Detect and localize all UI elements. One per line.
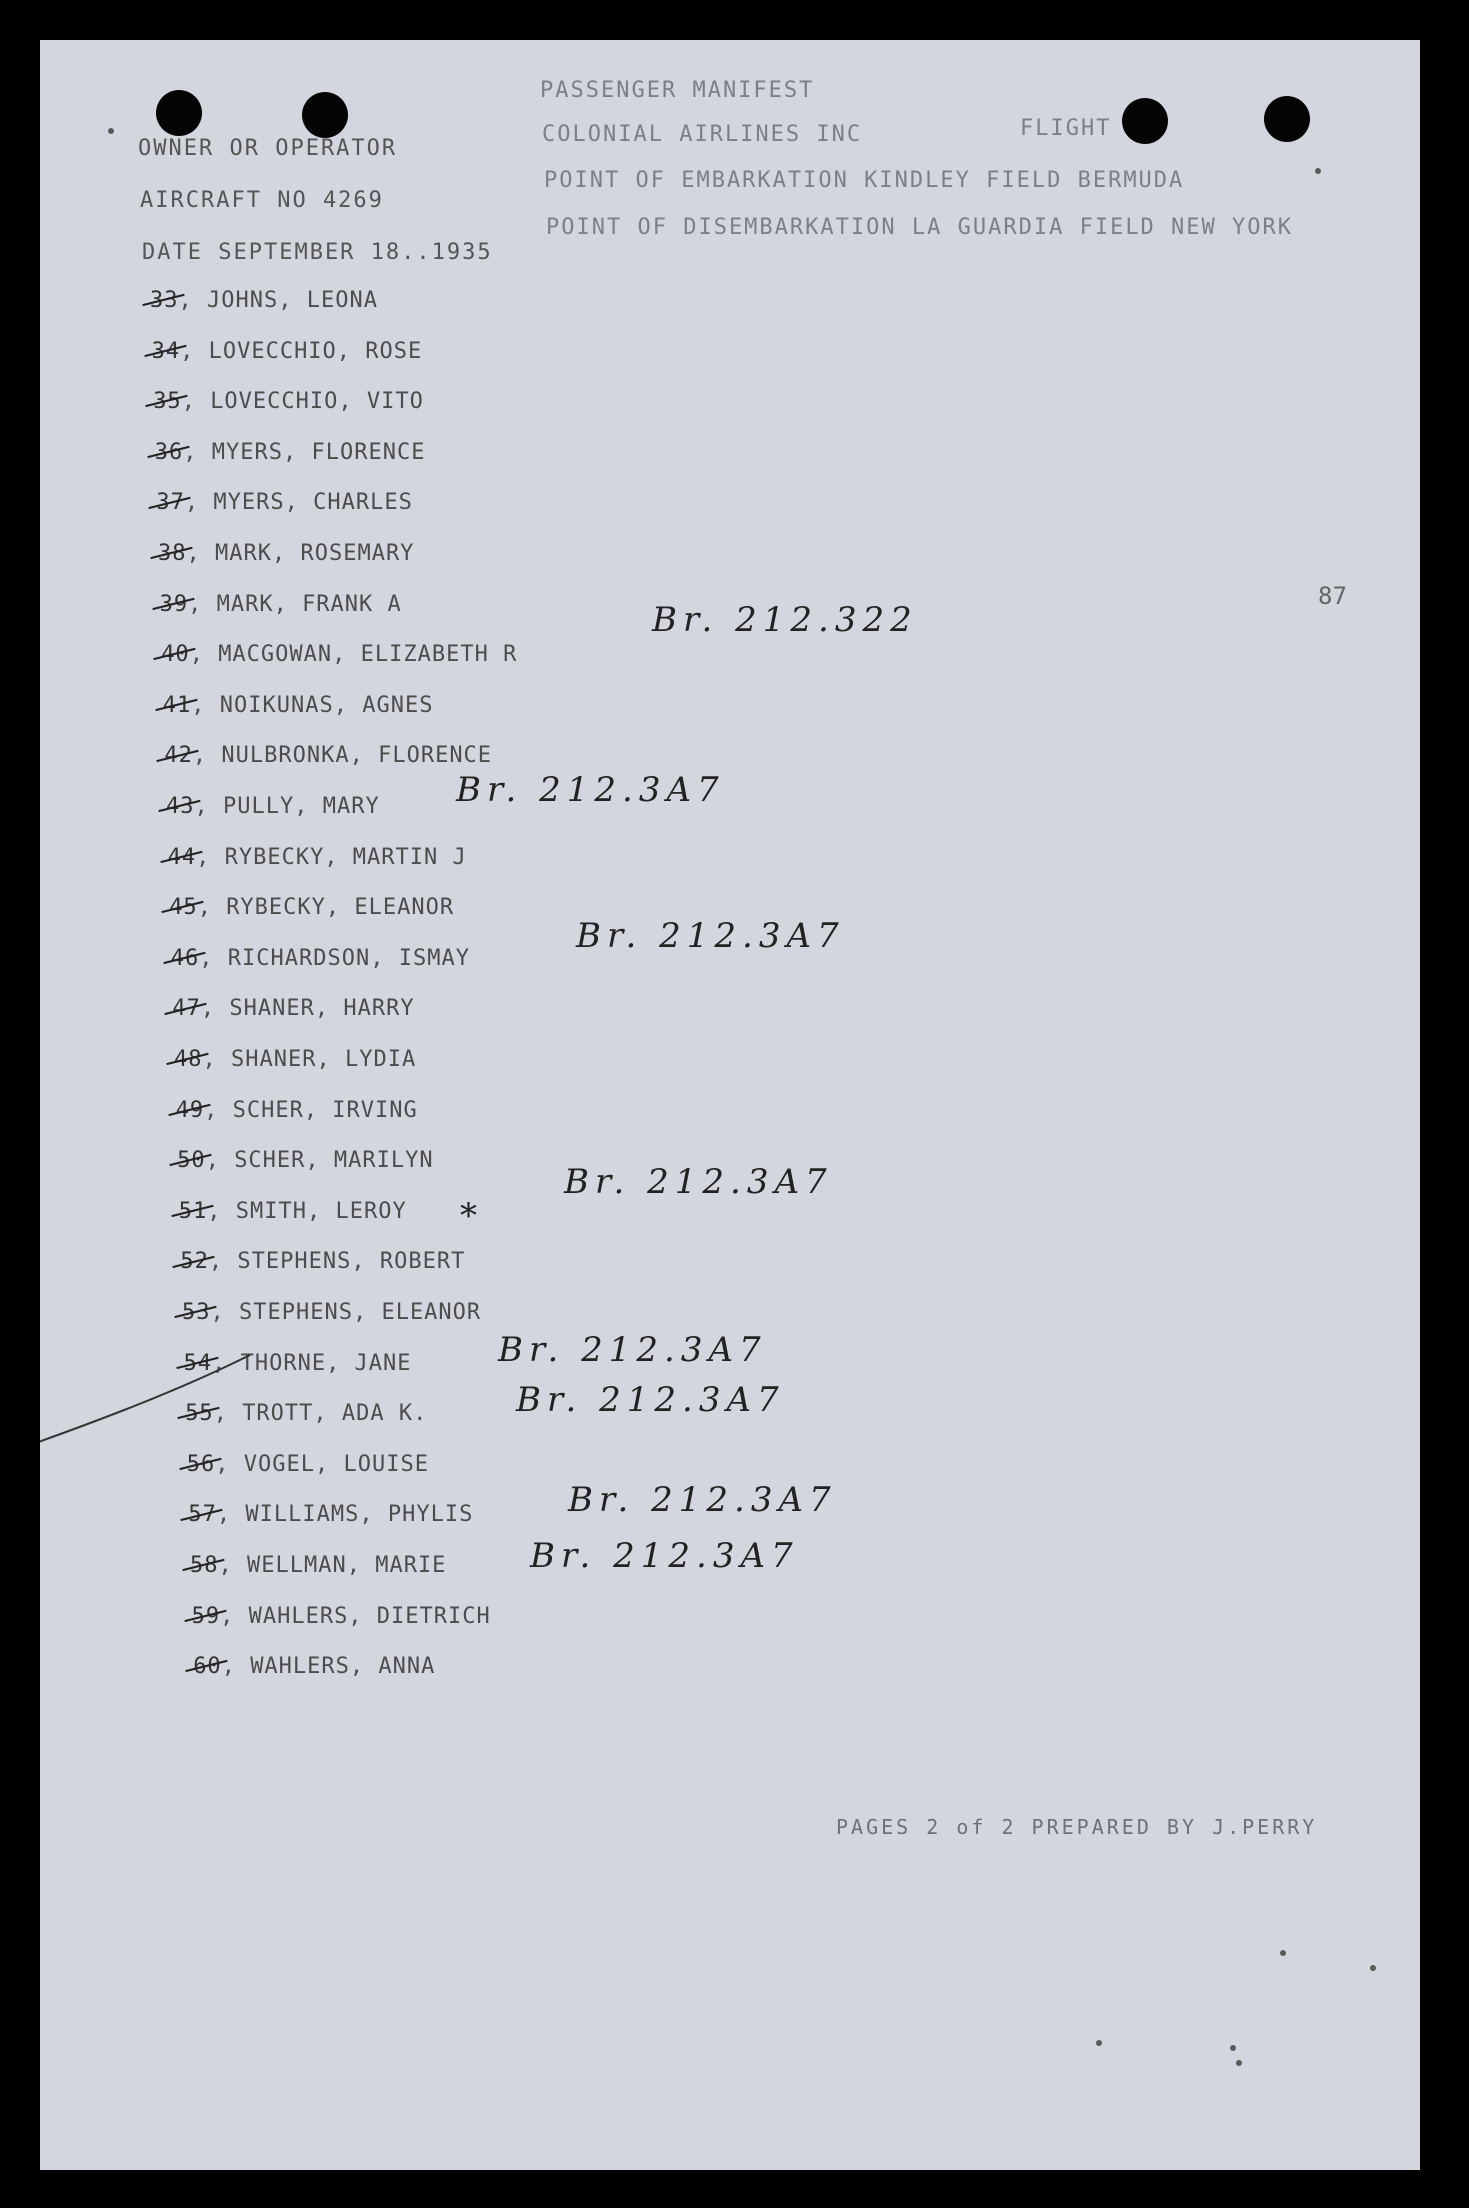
separator: , <box>200 996 230 1022</box>
manifest-date: DATE SEPTEMBER 18..1935 <box>142 240 493 265</box>
passenger-number: 56 <box>186 1451 216 1477</box>
separator: , <box>202 1047 231 1072</box>
separator: , <box>215 1451 244 1477</box>
document-title: PASSENGER MANIFEST <box>540 78 815 103</box>
passenger-name: SMITH, LEROY <box>235 1198 407 1224</box>
passenger-number: 52 <box>180 1249 209 1275</box>
passenger-name: WAHLERS, DIETRICH <box>248 1603 491 1629</box>
passenger-number: 54 <box>183 1350 213 1376</box>
passenger-name: SHANER, LYDIA <box>231 1047 417 1072</box>
handwritten-br-code: Br. 212.3A7 <box>530 1536 799 1576</box>
passenger-number: 42 <box>164 743 193 769</box>
handwritten-br-code: Br. 212.3A7 <box>576 916 845 956</box>
passenger-number: 51 <box>178 1198 208 1224</box>
passenger-number: 43 <box>166 794 195 819</box>
separator: , <box>178 288 207 313</box>
passenger-number: 35 <box>153 389 182 415</box>
passenger-name: STEPHENS, ELEANOR <box>239 1300 482 1325</box>
passenger-number: 58 <box>190 1553 219 1578</box>
passenger-name: SCHER, MARILYN <box>234 1148 434 1174</box>
separator: , <box>220 1603 249 1629</box>
passenger-number: 34 <box>151 338 181 364</box>
passenger-number: 33 <box>150 288 179 313</box>
separator: , <box>205 1148 235 1174</box>
passenger-name: WAHLERS, ANNA <box>250 1654 436 1680</box>
separator: , <box>183 439 212 465</box>
passenger-name: WELLMAN, MARIE <box>247 1553 447 1578</box>
handwritten-br-code: Br. 212.3A7 <box>498 1330 767 1370</box>
passenger-number: 60 <box>193 1654 222 1680</box>
page-number-stamp: 87 <box>1318 582 1347 610</box>
pages-prepared-by: PAGES 2 of 2 PREPARED BY J.PERRY <box>836 1815 1318 1839</box>
separator: , <box>210 1300 239 1325</box>
handwritten-br-code: Br. 212.3A7 <box>516 1380 785 1420</box>
passenger-name: PULLY, MARY <box>223 794 380 819</box>
handwritten-star: * <box>460 1196 483 1236</box>
separator: , <box>208 1249 238 1275</box>
passenger-number: 46 <box>170 945 200 971</box>
separator: , <box>207 1198 236 1224</box>
passenger-name: RYBECKY, ELEANOR <box>226 895 455 921</box>
separator: , <box>204 1097 233 1123</box>
passenger-number: 40 <box>161 642 190 668</box>
passenger-number: 55 <box>185 1401 214 1427</box>
separator: , <box>213 1401 243 1427</box>
handwritten-br-code: Br. 212.3A7 <box>564 1162 833 1202</box>
airline-name: COLONIAL AIRLINES INC <box>542 122 863 147</box>
passenger-number: 36 <box>154 439 184 465</box>
disembarkation-point: POINT OF DISEMBARKATION LA GUARDIA FIELD NEW YORK <box>546 215 1294 240</box>
separator: , <box>191 692 220 718</box>
separator: , <box>184 490 214 516</box>
passenger-name: SCHER, IRVING <box>232 1097 418 1123</box>
separator: , <box>221 1654 251 1680</box>
passenger-name: LOVECCHIO, ROSE <box>208 338 423 364</box>
passenger-number: 49 <box>175 1097 205 1123</box>
separator: , <box>218 1553 247 1578</box>
aircraft-number: AIRCRAFT NO 4269 <box>140 188 384 213</box>
passenger-number: 57 <box>188 1502 217 1528</box>
separator: , <box>188 591 217 617</box>
passenger-number: 41 <box>162 692 192 718</box>
separator: , <box>189 642 219 668</box>
separator: , <box>212 1350 241 1376</box>
separator: , <box>194 794 223 819</box>
owner-label: OWNER OR OPERATOR <box>138 136 398 161</box>
passenger-number: 50 <box>177 1148 206 1174</box>
separator: , <box>192 743 222 769</box>
passenger-name: TROTT, ADA K. <box>242 1401 428 1427</box>
passenger-number: 38 <box>158 541 187 566</box>
passenger-name: NULBRONKA, FLORENCE <box>221 743 493 769</box>
flight-label: FLIGHT <box>1020 116 1112 141</box>
passenger-name: NOIKUNAS, AGNES <box>219 692 434 718</box>
passenger-name: SHANER, HARRY <box>229 996 415 1022</box>
passenger-number: 59 <box>191 1603 221 1629</box>
passenger-name: MARK, FRANK A <box>216 591 402 617</box>
separator: , <box>196 844 225 870</box>
passenger-number: 44 <box>167 844 197 870</box>
passenger-name: STEPHENS, ROBERT <box>237 1249 466 1275</box>
passenger-name: LOVECCHIO, VITO <box>210 389 424 415</box>
manifest-page <box>40 40 1420 2170</box>
passenger-number: 39 <box>159 591 189 617</box>
passenger-name: RYBECKY, MARTIN J <box>224 844 467 870</box>
passenger-number: 37 <box>156 490 185 516</box>
passenger-name: JOHNS, LEONA <box>207 288 378 313</box>
passenger-name: MYERS, CHARLES <box>213 490 413 516</box>
passenger-name: MARK, ROSEMARY <box>215 541 415 566</box>
embarkation-point: POINT OF EMBARKATION KINDLEY FIELD BERMUDA <box>544 168 1185 193</box>
passenger-name: MYERS, FLORENCE <box>211 439 426 465</box>
separator: , <box>181 389 211 415</box>
separator: , <box>197 895 227 921</box>
passenger-name: MACGOWAN, ELIZABETH R <box>218 642 518 668</box>
passenger-name: RICHARDSON, ISMAY <box>227 945 470 971</box>
separator: , <box>216 1502 246 1528</box>
passenger-name: WILLIAMS, PHYLIS <box>245 1502 474 1528</box>
handwritten-br-code: Br. 212.3A7 <box>568 1480 837 1520</box>
passenger-name: VOGEL, LOUISE <box>243 1451 429 1477</box>
handwritten-br-code: Br. 212.322 <box>652 600 918 640</box>
passenger-number: 47 <box>172 996 201 1022</box>
margin-pencil-line <box>40 40 1420 2170</box>
passenger-number: 45 <box>169 895 198 921</box>
separator: , <box>180 338 209 364</box>
handwritten-br-code: Br. 212.3A7 <box>456 770 725 810</box>
passenger-number: 53 <box>182 1300 211 1325</box>
passenger-number: 48 <box>174 1047 203 1072</box>
passenger-name: THORNE, JANE <box>240 1350 412 1376</box>
separator: , <box>199 945 228 971</box>
separator: , <box>186 541 215 566</box>
